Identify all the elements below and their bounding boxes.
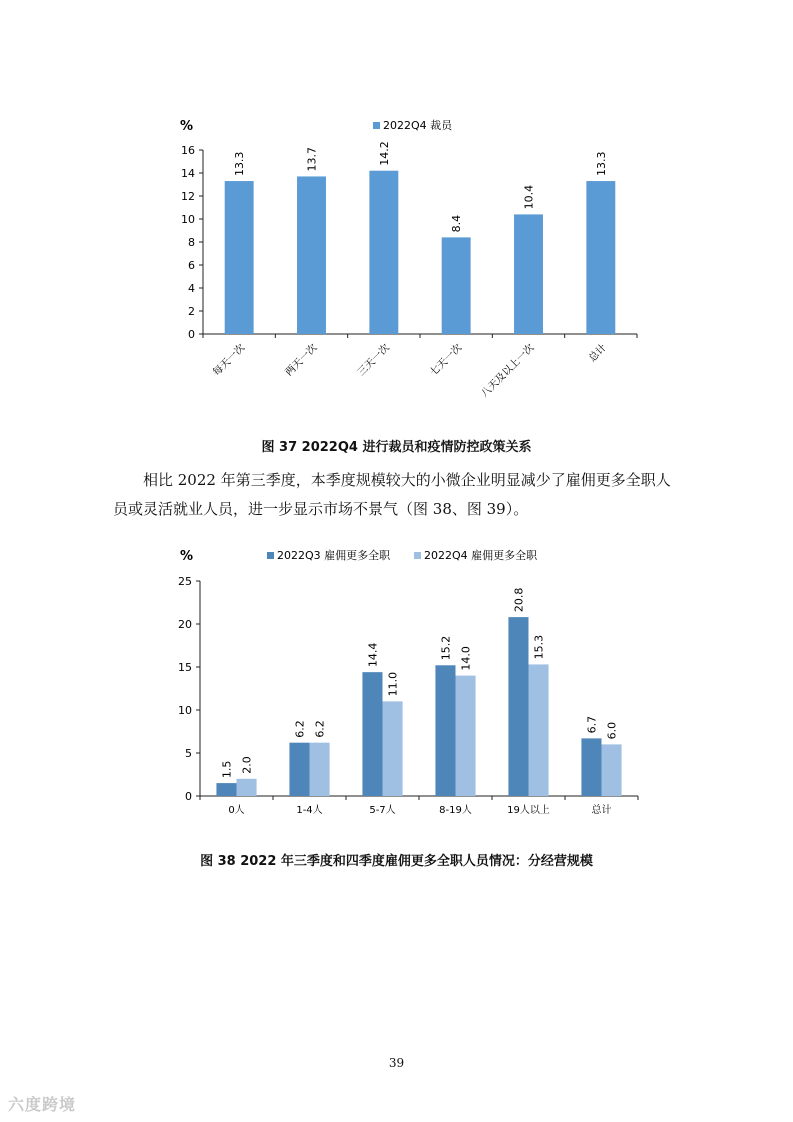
data-label-s1-c0: 2.0 (240, 756, 254, 774)
y-tick-label-5: 25 (178, 575, 192, 588)
y-tick-label-6: 12 (181, 190, 195, 203)
y-tick-label-7: 14 (181, 167, 195, 180)
data-label-s0-c4: 10.4 (522, 184, 536, 210)
bar-s1-c2 (383, 701, 403, 796)
y-tick-label-3: 15 (178, 661, 192, 674)
figure-37-caption: 图 37 2022Q4 进行裁员和疫情防控政策关系 (261, 440, 532, 455)
figure-38-caption: 图 38 2022 年三季度和四季度雇佣更多全职人员情况：分经营规模 (200, 854, 593, 869)
data-label-s0-c1: 6.2 (293, 720, 307, 738)
bar-s0-c5 (581, 738, 601, 796)
x-tick-label-2: 5-7人 (369, 805, 396, 816)
y-tick-label-1: 5 (185, 747, 192, 760)
x-tick-label-1: 两天一次 (283, 342, 320, 379)
data-label-s0-c4: 20.8 (512, 587, 526, 613)
bar-s0-c2 (362, 672, 382, 796)
y-tick-label-2: 4 (188, 282, 195, 295)
data-label-s0-c5: 6.7 (585, 715, 599, 734)
bar-s1-c1 (310, 743, 330, 796)
data-label-s1-c5: 6.0 (605, 721, 619, 740)
bar-s1-c0 (237, 779, 257, 796)
data-label-s0-c3: 8.4 (450, 214, 464, 233)
data-label-s0-c1: 13.7 (305, 146, 319, 172)
data-label-s0-c3: 15.2 (439, 635, 453, 661)
y-unit-label: % (180, 119, 194, 134)
x-tick-label-4: 19人以上 (507, 805, 550, 816)
data-label-s1-c1: 6.2 (313, 720, 327, 738)
x-tick-label-0: 0人 (228, 805, 245, 816)
data-label-s0-c0: 1.5 (220, 760, 234, 779)
x-tick-label-3: 七天一次 (428, 342, 465, 379)
y-tick-label-0: 0 (188, 328, 195, 341)
y-tick-label-8: 16 (181, 144, 195, 157)
data-label-s1-c4: 15.3 (532, 634, 546, 660)
bar-s0-c4 (508, 617, 528, 796)
data-label-s1-c3: 14.0 (459, 646, 473, 671)
y-unit-label: % (180, 549, 194, 564)
watermark-logo: 六度跨境 (8, 1095, 77, 1114)
bar-s0-c3 (435, 665, 455, 796)
page-number: 39 (388, 1056, 405, 1070)
data-label-s0-c2: 14.4 (366, 642, 380, 668)
data-label-s0-c5: 13.3 (594, 151, 608, 177)
bar-s0-c0 (216, 783, 236, 796)
x-tick-label-5: 总计 (587, 342, 609, 365)
x-tick-label-4: 八天及以上一次 (479, 342, 537, 400)
x-tick-label-3: 8-19人 (439, 805, 472, 816)
legend-label-0: 2022Q3 雇佣更多全职 (277, 549, 391, 562)
body-paragraph: 相比 2022 年第三季度，本季度规模较大的小微企业明显减少了雇佣更多全职人员或灵活就业人员，进一步显示市场不景气（图 38、图 39）。 (113, 471, 671, 518)
legend-swatch-1 (414, 552, 421, 559)
data-label-s0-c0: 13.3 (233, 151, 247, 177)
legend-label-0: 2022Q4 裁员 (383, 119, 453, 132)
data-label-s0-c2: 14.2 (377, 141, 391, 166)
y-tick-label-4: 8 (188, 236, 195, 249)
bar-s1-c4 (529, 664, 549, 796)
bar-s0-c1 (289, 743, 309, 796)
x-tick-label-5: 总计 (591, 805, 612, 816)
y-tick-label-3: 6 (188, 259, 195, 272)
y-tick-label-0: 0 (185, 790, 192, 803)
x-tick-label-2: 三天一次 (355, 342, 392, 379)
x-tick-label-1: 1-4人 (296, 805, 323, 816)
bar-s1-c3 (456, 676, 476, 796)
y-tick-label-5: 10 (181, 213, 195, 226)
y-tick-label-1: 2 (188, 305, 195, 318)
legend-label-1: 2022Q4 雇佣更多全职 (424, 549, 538, 562)
data-label-s1-c2: 11.0 (386, 671, 400, 697)
bar-s1-c5 (602, 744, 622, 796)
y-tick-label-4: 20 (178, 618, 192, 631)
y-tick-label-2: 10 (178, 704, 192, 717)
x-tick-label-0: 每天一次 (211, 342, 248, 379)
legend-swatch-0 (267, 552, 274, 559)
